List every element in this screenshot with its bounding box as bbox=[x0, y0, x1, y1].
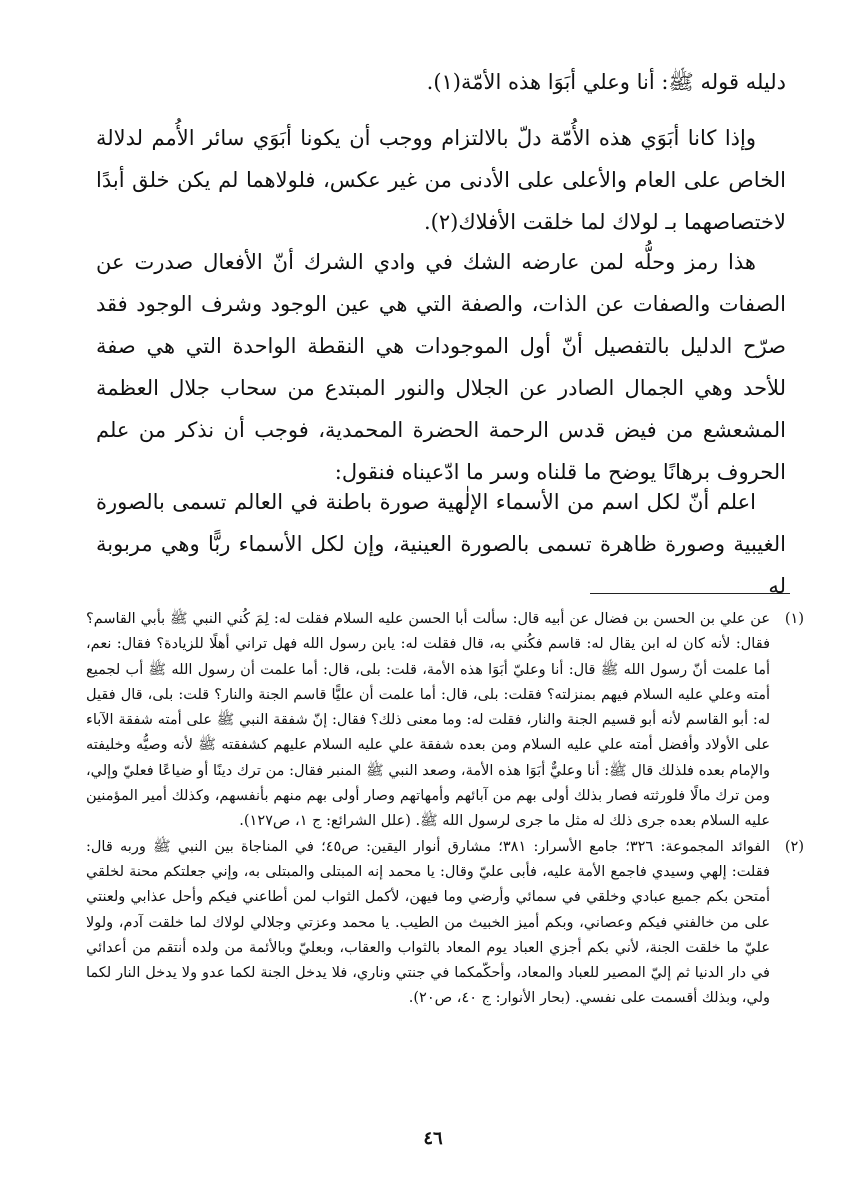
page-number: ٤٦ bbox=[423, 1128, 443, 1149]
main-text-block-4 bbox=[96, 481, 786, 607]
main-text-block-2 bbox=[96, 117, 786, 243]
footnote-2 bbox=[86, 835, 804, 1012]
paragraph-1: دليله قوله ﷺ: أنا وعلي أبَوَا هذه الأمّة(١). bbox=[426, 70, 786, 94]
footnote-separator bbox=[590, 593, 790, 594]
footnote-number: (١) bbox=[784, 611, 804, 627]
footnote-text: الفوائد المجموعة: ٣٢٦؛ جامع الأسرار: ٣٨١؛ مشارق أنوار اليقين: ص٤٥؛ في المناجاة بين النبي ﷺ وربه قال: فقلت: إلهي وسيدي فاجمع الأمة عليه، فأبى عليّ وقال: يا محمد إنه المبتلى والمبتلى به، وإني جعلتكم محنة لخلقي أمتحن بكم جميع عبادي وخلقي في سمائي وأرضي وما فيهن، لأكمل الثواب لمن أطاعني فيكم وأحل عذابي ولعنتي على من خالفني فيكم وعصاني، وبكم أميز الخبيث من الطيب. يا محمد وعزتي وجلالي لولاك لما خلقت آدم، ولولا عليّ ما خلقت الجنة، لأني بكم أجزي العباد يوم المعاد بالثواب والعقاب، وبعليّ وبالأئمة من ولده أنتقم من أعدائي في دار الدنيا ثم إليّ المصير للعباد والمعاد، وأحكّمكما في جنتي وناري، فلا يدخل الجنة لكما عدو ولا يدخل النار لكما ولي، وبذلك أقسمت على نفسي. (بحار الأنوار: ج ٤٠، ص٢٠). bbox=[86, 838, 771, 1007]
footnote-number: (٢) bbox=[784, 838, 804, 855]
main-text-block bbox=[96, 61, 786, 103]
paragraph-3: هذا رمز وحلُّه لمن عارضه الشك في وادي الشرك أنّ الأفعال صدرت عن الصفات والصفات عن الذات، والصفة التي هي عين الوجود وشرف الوجود فقد صرّح الدليل بالتفصيل أنّ أول الموجودات هي النقطة الواحدة التي هي صفة للأحد وهي الجمال الصادر عن الجلال والنور المبتدع من سحاب جلال العظمة المشعشع من فيض قدس الرحمة الحضرة المحمدية، فوجب أن نذكر من علم الحروف برهانًا يوضح ما قلناه وسر ما ادّعيناه فنقول: bbox=[96, 250, 786, 484]
footnote-1 bbox=[86, 607, 804, 835]
paragraph-2: وإذا كانا أبَوَي هذه الأُمّة دلّ بالالتزام ووجب أن يكونا أبَوَي سائر الأُمم لدلالة الخاص على العام والأعلى على الأدنى من غير عكس، فلولاهما لم يكن خلق أبدًا لاختصاصهما بـ لولاك لما خلقت الأفلاك(٢). bbox=[96, 126, 786, 234]
footnotes-section bbox=[86, 607, 804, 1012]
main-text-block-3 bbox=[96, 241, 786, 493]
footnote-text: عن علي بن الحسن بن فضال عن أبيه قال: سألت أبا الحسن عليه السلام فقلت له: لِمَ كُني النبي ﷺ بأبي القاسم؟ فقال: لأنه كان له ابن يقال له: قاسم فكُني به، قال فقلت له: يابن رسول الله فهل تراني أهلًا للزيادة؟ فقال: نعم، أما علمت أنّ رسول الله ﷺ قال: أنا وعليّ أبَوَا هذه الأمة، قلت: بلى، قال: أما علمت أن رسول الله ﷺ أب لجميع أمته وعلي عليه السلام فيهم بمنزلته؟ فقلت: بلى، قال: أما علمت أن عليًّا قاسم الجنة والنار؟ قلت: بلى، قال فقيل له: أبو القاسم لأنه أبو قسيم الجنة والنار، فقلت له: وما معنى ذلك؟ فقال: إنّ شفقة النبي ﷺ على أمته شفقة الآباء على الأولاد وأفضل أمته علي عليه السلام ومن بعده شفقة علي عليه السلام عليهم كشفقته ﷺ لأنه وصيُّه وخليفته والإمام بعده فلذلك قال ﷺ: أنا وعليٌّ أبَوَا هذه الأمة، وصعد النبي ﷺ المنبر فقال: من ترك دينًا أو ضياعًا فعليّ وإلي، ومن ترك مالًا فلورثته فصار بذلك أولى بهم من آبائهم وأمهاتهم وصار أولى بهم منهم بأنفسهم، وكذلك أمير المؤمنين عليه السلام بعده جرى ذلك له مثل ما جرى لرسول الله ﷺ. (علل الشرائع: ج ١، ص١٢٧). bbox=[86, 611, 770, 830]
paragraph-4: اعلم أنّ لكل اسم من الأسماء الإلٰهية صورة باطنة في العالم تسمى بالصورة الغيبية وصورة ظاهرة تسمى بالصورة العينية، وإن لكل الأسماء ربًّا وهي مربوبة له bbox=[96, 490, 786, 598]
